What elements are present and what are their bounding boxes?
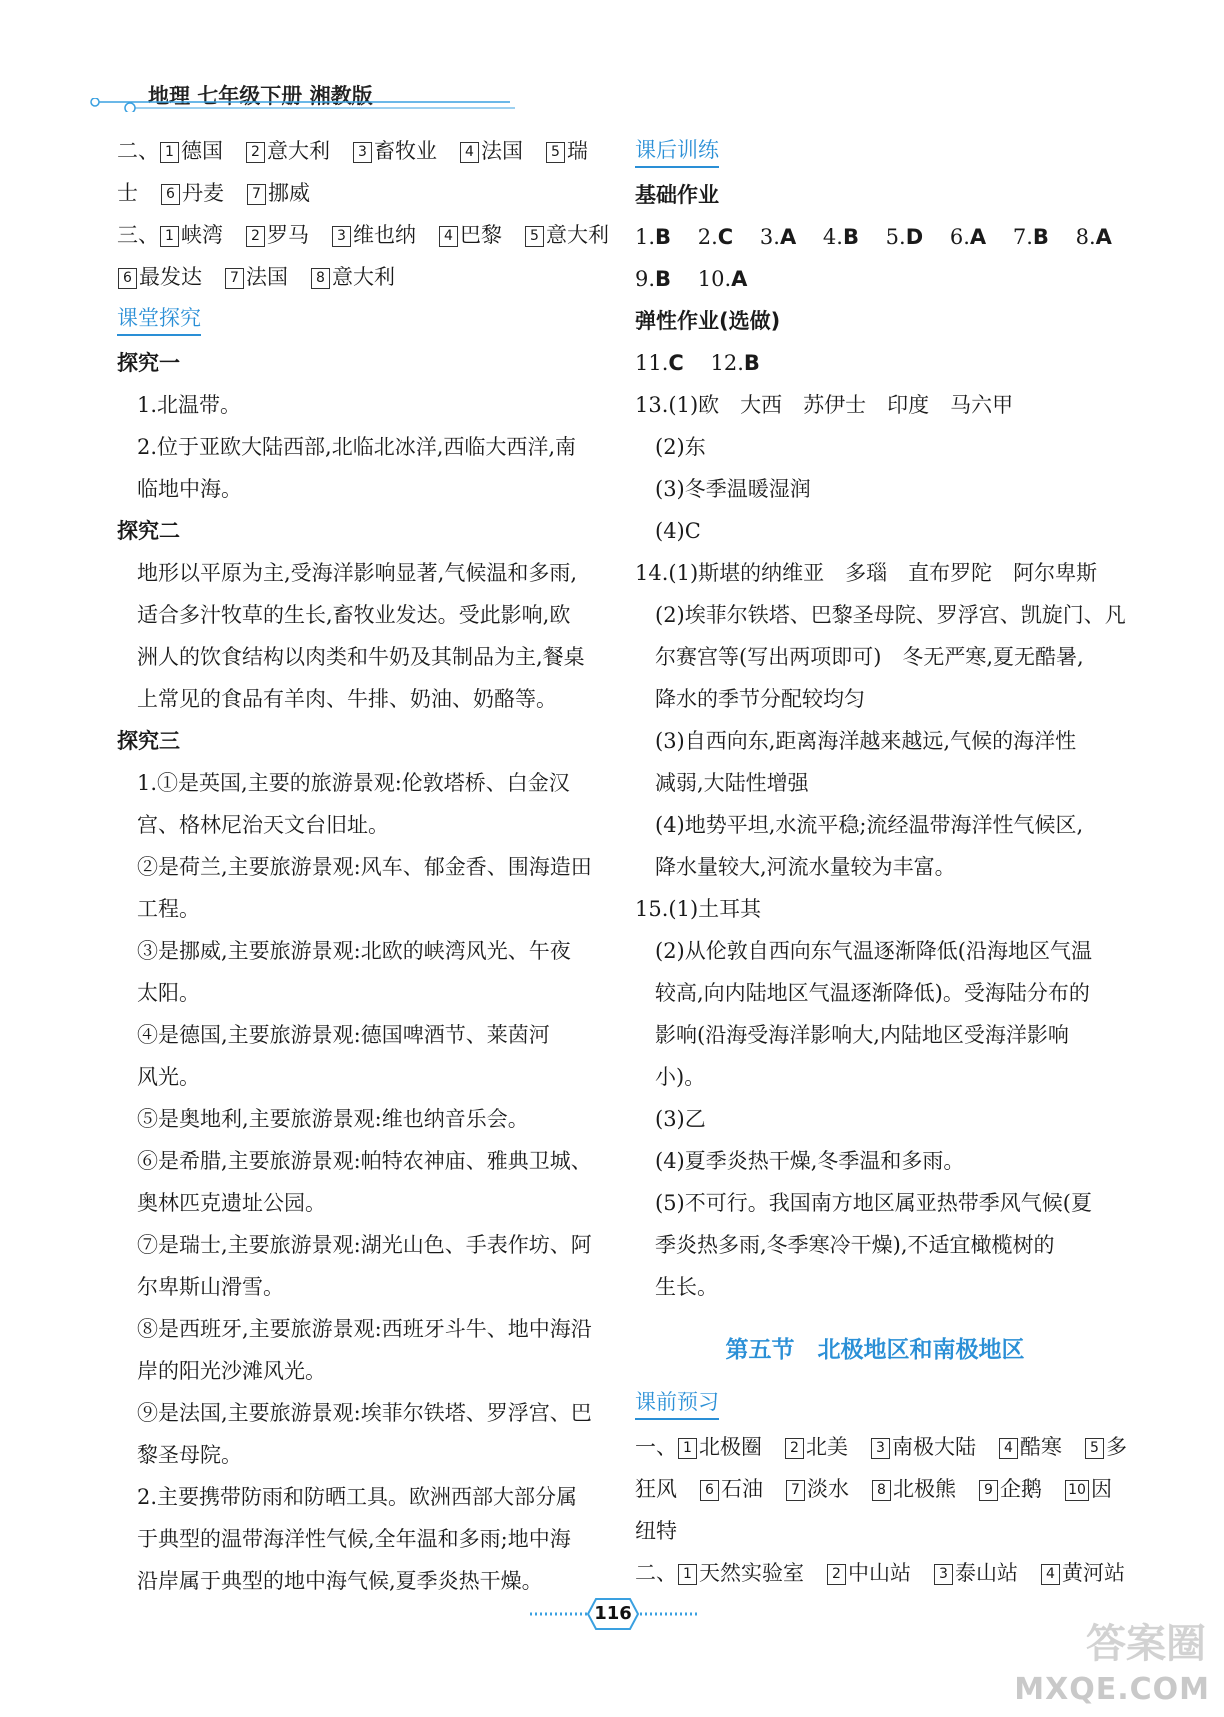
text-line: 纽特: [635, 1519, 677, 1543]
subheading: 探究一: [117, 351, 180, 375]
answer-key-line: 9.B 10.A: [635, 267, 748, 291]
text-line: 减弱,大陆性增强: [655, 771, 809, 795]
text-line: 影响(沿海受海洋影响大,内陆地区受海洋影响: [655, 1023, 1069, 1047]
text-line: 1.北温带。: [137, 393, 242, 417]
answer-line: 士 6 丹麦 7 挪威: [117, 181, 310, 205]
text-line: 太阳。: [137, 981, 200, 1005]
answer-key-line: 11.C 12.B: [635, 351, 760, 375]
text-line: 适合多汁牧草的生长,畜牧业发达。受此影响,欧: [137, 603, 571, 627]
text-line: 上常见的食品有羊肉、牛排、奶油、奶酪等。: [137, 687, 557, 711]
text-line: (4)C: [655, 519, 701, 543]
text-line: 季炎热多雨,冬季寒冷干燥),不适宜橄榄树的: [655, 1233, 1055, 1257]
subheading: 弹性作业(选做): [635, 309, 781, 333]
text-line: 临地中海。: [137, 477, 242, 501]
text-line: (4)地势平坦,水流平稳;流经温带海洋性气候区,: [655, 813, 1084, 837]
text-line: 较高,向内陆地区气温逐渐降低)。受海陆分布的: [655, 981, 1090, 1005]
text-line: ⑦是瑞士,主要旅游景观:湖光山色、手表作坊、阿: [137, 1233, 592, 1257]
text-line: 岸的阳光沙滩风光。: [137, 1359, 326, 1383]
text-line: 小)。: [655, 1065, 706, 1089]
text-line: 15.(1)土耳其: [635, 897, 762, 921]
subheading: 探究二: [117, 519, 180, 543]
watermark-site: MXQE.COM: [1014, 1672, 1210, 1707]
text-line: 黎圣母院。: [137, 1443, 242, 1467]
text-line: 风光。: [137, 1065, 200, 1089]
text-line: ⑤是奥地利,主要旅游景观:维也纳音乐会。: [137, 1107, 529, 1131]
text-line: ③是挪威,主要旅游景观:北欧的峡湾风光、午夜: [137, 939, 571, 963]
subheading: 基础作业: [635, 183, 719, 207]
right-column: [635, 130, 1127, 1594]
answer-line: 二、 1 天然实验室 2 中山站 3 泰山站 4 黄河站: [635, 1561, 1125, 1585]
subheading: 探究三: [117, 729, 180, 753]
text-line: ⑧是西班牙,主要旅游景观:西班牙斗牛、地中海沿: [137, 1317, 592, 1341]
watermark-logo: 答案圈: [1086, 1621, 1206, 1667]
text-line: (2)东: [655, 435, 706, 459]
text-line: 于典型的温带海洋性气候,全年温和多雨;地中海: [137, 1527, 571, 1551]
section-heading: 课前预习: [635, 1382, 1115, 1426]
book-title: 地理 七年级下册 湘教版: [148, 84, 373, 108]
page-footer: [530, 1595, 700, 1635]
text-line: (3)冬季温暖湿润: [655, 477, 811, 501]
page-number: 116: [594, 1603, 632, 1624]
answer-line: 一、 1 北极圈 2 北美 3 南极大陆 4 酷寒 5 多: [635, 1435, 1127, 1459]
answer-line: 狂风 6 石油 7 淡水 8 北极熊 9 企鹅 10 因: [635, 1477, 1112, 1501]
text-line: 13.(1)欧 大西 苏伊士 印度 马六甲: [635, 393, 1014, 417]
text-line: ④是德国,主要旅游景观:德国啤酒节、莱茵河: [137, 1023, 550, 1047]
page-header: [90, 70, 560, 120]
text-line: 2.位于亚欧大陆西部,北临北冰洋,西临大西洋,南: [137, 435, 577, 459]
section-heading: 课堂探究: [117, 298, 595, 342]
answer-line: 6 最发达 7 法国 8 意大利: [117, 256, 595, 298]
text-line: (2)埃菲尔铁塔、巴黎圣母院、罗浮宫、凯旋门、凡: [655, 603, 1126, 627]
text-line: (3)乙: [655, 1107, 706, 1131]
answer-key-line: 1.B 2.C 3.A 4.B 5.D 6.A 7.B 8.A: [635, 225, 1112, 249]
text-line: 地形以平原为主,受海洋影响显著,气候温和多雨,: [137, 561, 578, 585]
text-line: 洲人的饮食结构以肉类和牛奶及其制品为主,餐桌: [137, 645, 585, 669]
text-line: 尔卑斯山滑雪。: [137, 1275, 284, 1299]
chapter-title: 第五节 北极地区和南极地区: [725, 1337, 1025, 1363]
section-heading: 课后训练: [635, 130, 1115, 174]
text-line: ⑥是希腊,主要旅游景观:帕特农神庙、雅典卫城、: [137, 1149, 592, 1173]
text-line: (4)夏季炎热干燥,冬季温和多雨。: [655, 1149, 965, 1173]
text-line: 沿岸属于典型的地中海气候,夏季炎热干燥。: [137, 1569, 543, 1593]
text-line: 工程。: [137, 897, 200, 921]
text-line: ⑨是法国,主要旅游景观:埃菲尔铁塔、罗浮宫、巴: [137, 1401, 592, 1425]
text-line: 14.(1)斯堪的纳维亚 多瑙 直布罗陀 阿尔卑斯: [635, 561, 1098, 585]
text-line: (3)自西向东,距离海洋越来越远,气候的海洋性: [655, 729, 1077, 753]
header-decoration: [90, 98, 520, 112]
answer-line: 二、 1 德国 2 意大利 3 畜牧业 4 法国 5 瑞: [117, 139, 588, 163]
answer-line: 三、 1 峡湾 2 罗马 3 维也纳 4 巴黎 5 意大利: [117, 223, 609, 247]
text-line: 生长。: [655, 1275, 718, 1299]
left-column: [117, 130, 609, 1602]
text-line: 2.主要携带防雨和防晒工具。欧洲西部大部分属: [137, 1485, 578, 1509]
text-line: ②是荷兰,主要旅游景观:风车、郁金香、围海造田: [137, 855, 592, 879]
text-line: 1.①是英国,主要的旅游景观:伦敦塔桥、白金汉: [137, 771, 570, 795]
text-line: 尔赛宫等(写出两项即可) 冬无严寒,夏无酷暑,: [655, 645, 1084, 669]
text-line: 宫、格林尼治天文台旧址。: [137, 813, 389, 837]
text-line: 降水的季节分配较均匀: [655, 687, 865, 711]
text-line: (2)从伦敦自西向东气温逐渐降低(沿海地区气温: [655, 939, 1092, 963]
text-line: 奥林匹克遗址公园。: [137, 1191, 326, 1215]
text-line: (5)不可行。我国南方地区属亚热带季风气候(夏: [655, 1191, 1092, 1215]
text-line: 降水量较大,河流水量较为丰富。: [655, 855, 956, 879]
